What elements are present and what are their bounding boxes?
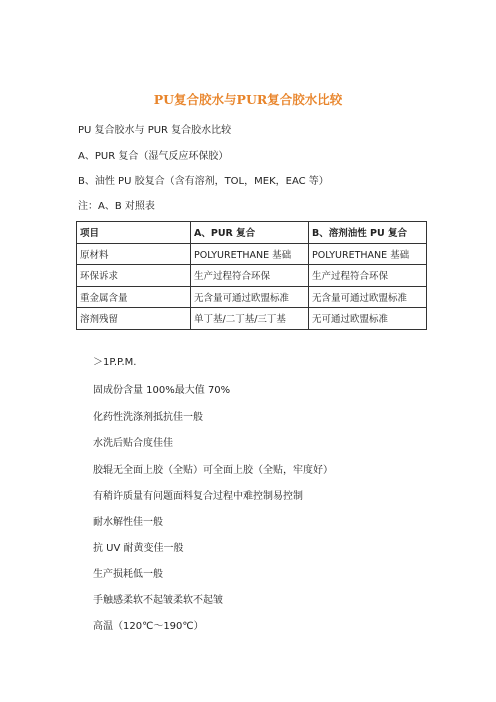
document-title: PU复合胶水与PUR复合胶水比较 (153, 92, 343, 107)
table-cell: 无含量可通过欧盟标准 (309, 286, 427, 308)
body-line-3: 水洗后贴合度佳佳 (93, 438, 173, 449)
body-line-7: 抗 UV 耐黄变佳一般 (93, 543, 184, 554)
table-cell: 单丁基/二丁基/三丁基 (191, 308, 309, 330)
table-row (77, 286, 427, 308)
body-line-9: 手触感柔软不起皱柔软不起皱 (93, 595, 223, 606)
table-cell: POLYURETHANE 基础 (191, 243, 309, 265)
table-cell: 无可通过欧盟标准 (309, 308, 427, 330)
table-row (77, 265, 427, 287)
body-line-6: 耐水解性佳一般 (93, 517, 163, 528)
table-row (77, 243, 427, 265)
table-cell: 重金属含量 (77, 286, 191, 308)
table-cell: 溶剂残留 (77, 308, 191, 330)
header-cell-item: 项目 (77, 222, 191, 244)
intro-line-4: 注：A、B 对照表 (78, 201, 155, 212)
intro-line-2: A、PUR 复合（湿气反应环保胶） (78, 151, 229, 162)
table-header-row (77, 222, 427, 244)
body-line-10: 高温（120℃～190℃） (93, 621, 204, 632)
table-cell: 生产过程符合环保 (191, 265, 309, 287)
table-cell: 环保诉求 (77, 265, 191, 287)
ppm-note: ＞1P.P.M. (93, 357, 137, 368)
table-row (77, 308, 427, 330)
body-line-2: 化药性洗涤剂抵抗佳一般 (93, 412, 203, 423)
body-line-5: 有稍许质量有问题面料复合过程中难控制易控制 (93, 491, 303, 502)
intro-line-1: PU 复合胶水与 PUR 复合胶水比较 (78, 125, 232, 136)
body-line-4: 胶辊无全面上胶（全贴）可全面上胶（全贴，牢度好） (93, 465, 333, 476)
table-cell: 原材料 (77, 243, 191, 265)
table-cell: 无含量可通过欧盟标准 (191, 286, 309, 308)
table-cell: 生产过程符合环保 (309, 265, 427, 287)
body-line-8: 生产损耗低一般 (93, 569, 163, 580)
comparison-table (76, 221, 427, 330)
body-line-1: 固成份含量 100%最大值 70% (93, 385, 231, 396)
intro-line-3: B、油性 PU 胶复合（含有溶剂，TOL，MEK，EAC 等） (78, 176, 329, 187)
header-cell-solvent-pu: B、溶剂油性 PU 复合 (309, 222, 427, 244)
header-cell-pur: A、PUR 复合 (191, 222, 309, 244)
table-cell: POLYURETHANE 基础 (309, 243, 427, 265)
